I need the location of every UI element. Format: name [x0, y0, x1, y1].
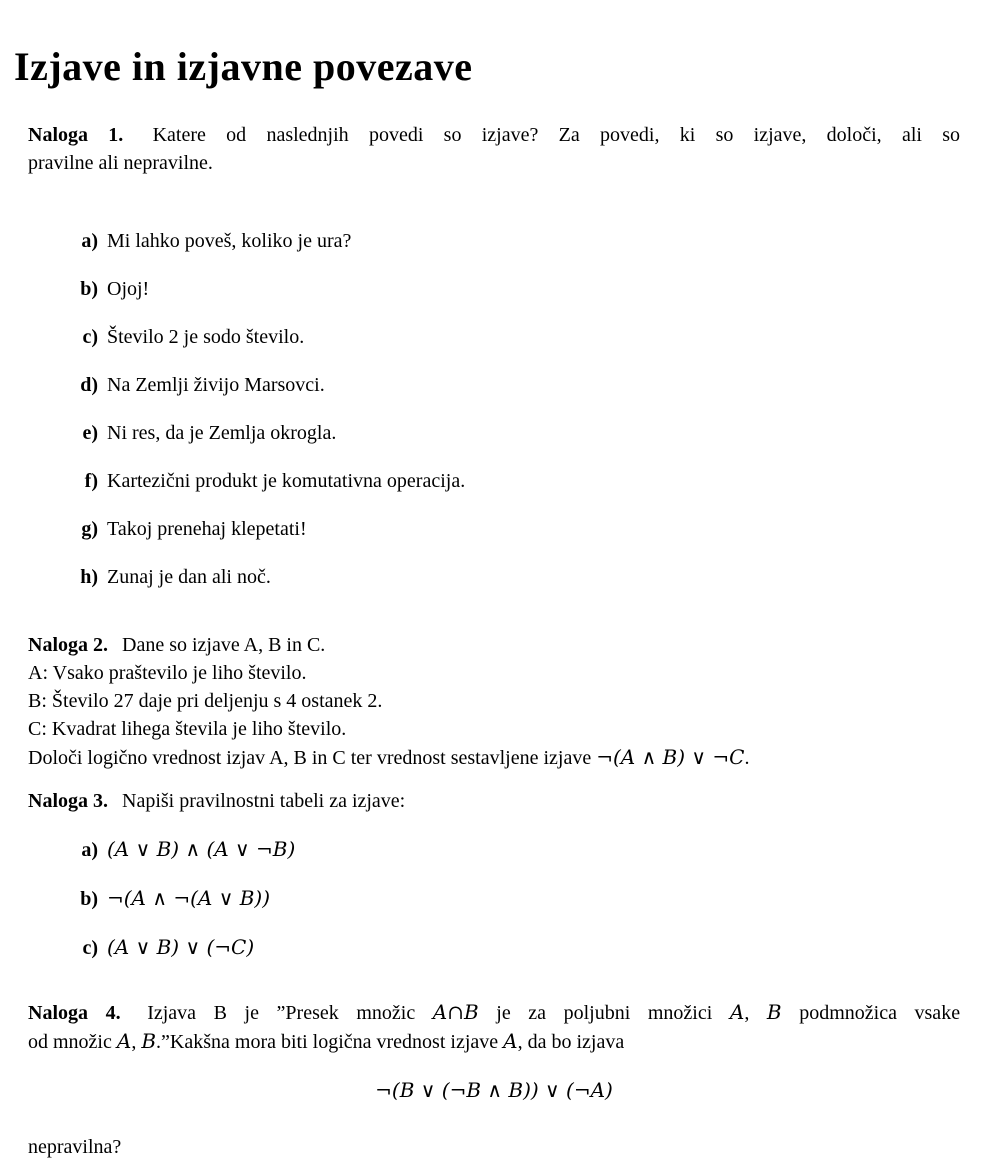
- item-text-h: Zunaj je dan ali noč.: [107, 566, 271, 588]
- naloga1-list: [28, 227, 960, 591]
- naloga2-final-text: Določi logično vrednost izjav A, B in C ter vrednost sestavljene izjave: [28, 747, 597, 769]
- naloga1-line1-text: Katere od naslednjih povedi so izjave? Za povedi, ki so izjave, določi, ali so: [152, 124, 961, 146]
- naloga2-final-period: .: [744, 747, 750, 769]
- naloga4-cal-A: A: [729, 1000, 745, 1024]
- naloga4-line1: [28, 998, 960, 1027]
- naloga1-line1: [28, 121, 960, 149]
- formula-b: ¬(A ∧ ¬(A ∨ B)): [107, 886, 271, 910]
- naloga4-text-segment: Izjava B je ”Presek množic: [147, 1002, 433, 1024]
- item-text-e: Ni res, da je Zemlja okrogla.: [107, 422, 337, 444]
- naloga2-statement-B: B: Število 27 daje pri deljenju s 4 ostanek 2.: [28, 690, 383, 712]
- list-item-h: [28, 563, 960, 591]
- item-text-g: Takoj prenehaj klepetati!: [107, 518, 307, 540]
- naloga2-block: [28, 631, 960, 772]
- formula-a: (A ∨ B) ∧ (A ∨ ¬B): [107, 837, 296, 861]
- formula-c: (A ∨ B) ∨ (¬C): [107, 935, 255, 959]
- naloga4-text-segment: .”Kakšna mora biti logična vrednost izjave: [156, 1031, 504, 1053]
- formula-item-c: [28, 933, 960, 962]
- naloga2-final-line: [28, 743, 960, 772]
- formula-item-a: [28, 835, 960, 864]
- item-label-g: g): [81, 518, 98, 540]
- list-item-g: [28, 515, 960, 543]
- naloga4-line2: [28, 1027, 960, 1056]
- naloga4-closing: nepravilna?: [28, 1136, 122, 1158]
- naloga1-paragraph: [28, 121, 960, 177]
- naloga2-heading: [28, 631, 960, 659]
- item-label-h: h): [80, 566, 98, 588]
- naloga4-cal-A: A: [503, 1029, 518, 1053]
- naloga2-label: Naloga 2.: [28, 634, 108, 656]
- naloga4-cal-A: A: [116, 1029, 132, 1053]
- item-text-a: Mi lahko poveš, koliko je ura?: [107, 230, 352, 252]
- naloga4-text-segment: , da bo izjava: [517, 1031, 625, 1053]
- naloga2-intro: Dane so izjave A, B in C.: [122, 634, 326, 656]
- naloga4-text-segment: podmnožica vsake: [781, 1002, 961, 1024]
- naloga4-cal-B: B: [766, 1000, 782, 1024]
- naloga4-paragraph: [28, 998, 960, 1056]
- naloga2-statement-A: A: Vsako praštevilo je liho število.: [28, 662, 307, 684]
- list-item-e: [28, 419, 960, 447]
- naloga4-text-segment: je za poljubni množici: [478, 1002, 730, 1024]
- naloga3-label: Naloga 3.: [28, 790, 108, 812]
- item-label-a: a): [81, 230, 98, 252]
- formula-label-a: a): [81, 839, 98, 861]
- item-label-b: b): [80, 278, 98, 300]
- naloga2-final-formula: ¬(A ∧ B) ∨ ¬C: [596, 745, 745, 769]
- naloga3-intro: Napiši pravilnostni tabeli za izjave:: [122, 790, 406, 812]
- item-text-d: Na Zemlji živijo Marsovci.: [107, 374, 325, 396]
- formula-item-b: [28, 884, 960, 913]
- formula-label-c: c): [82, 937, 98, 959]
- naloga4-text-segment: ,: [131, 1031, 142, 1053]
- formula-label-b: b): [80, 888, 98, 910]
- item-text-c: Število 2 je sodo število.: [107, 326, 305, 348]
- naloga3-list: [28, 835, 960, 962]
- naloga3-heading: [28, 787, 960, 815]
- list-item-f: [28, 467, 960, 495]
- item-label-d: d): [80, 374, 98, 396]
- list-item-d: [28, 371, 960, 399]
- item-label-e: e): [82, 422, 98, 444]
- page-title: Izjave in izjavne povezave: [14, 44, 473, 89]
- item-text-f: Kartezični produkt je komutativna operacija.: [107, 470, 466, 492]
- naloga1-line2: pravilne ali nepravilne.: [28, 152, 213, 174]
- list-item-a: [28, 227, 960, 255]
- naloga4-text-segment: od množic: [28, 1031, 117, 1053]
- list-item-b: [28, 275, 960, 303]
- item-label-f: f): [84, 470, 98, 492]
- naloga1-label: Naloga 1.: [28, 124, 124, 146]
- item-label-c: c): [82, 326, 98, 348]
- item-text-b: Ojoj!: [107, 278, 150, 300]
- naloga4-cal-intersection: A∩B: [432, 1000, 479, 1024]
- naloga4-display-formula: ¬(B ∨ (¬B ∧ B)) ∨ (¬A): [375, 1078, 613, 1102]
- naloga4-label: Naloga 4.: [28, 1002, 121, 1024]
- list-item-c: [28, 323, 960, 351]
- naloga4-text-segment: ,: [744, 1002, 767, 1024]
- naloga4-cal-B: B: [141, 1029, 157, 1053]
- naloga2-statement-C: C: Kvadrat lihega števila je liho število.: [28, 718, 347, 740]
